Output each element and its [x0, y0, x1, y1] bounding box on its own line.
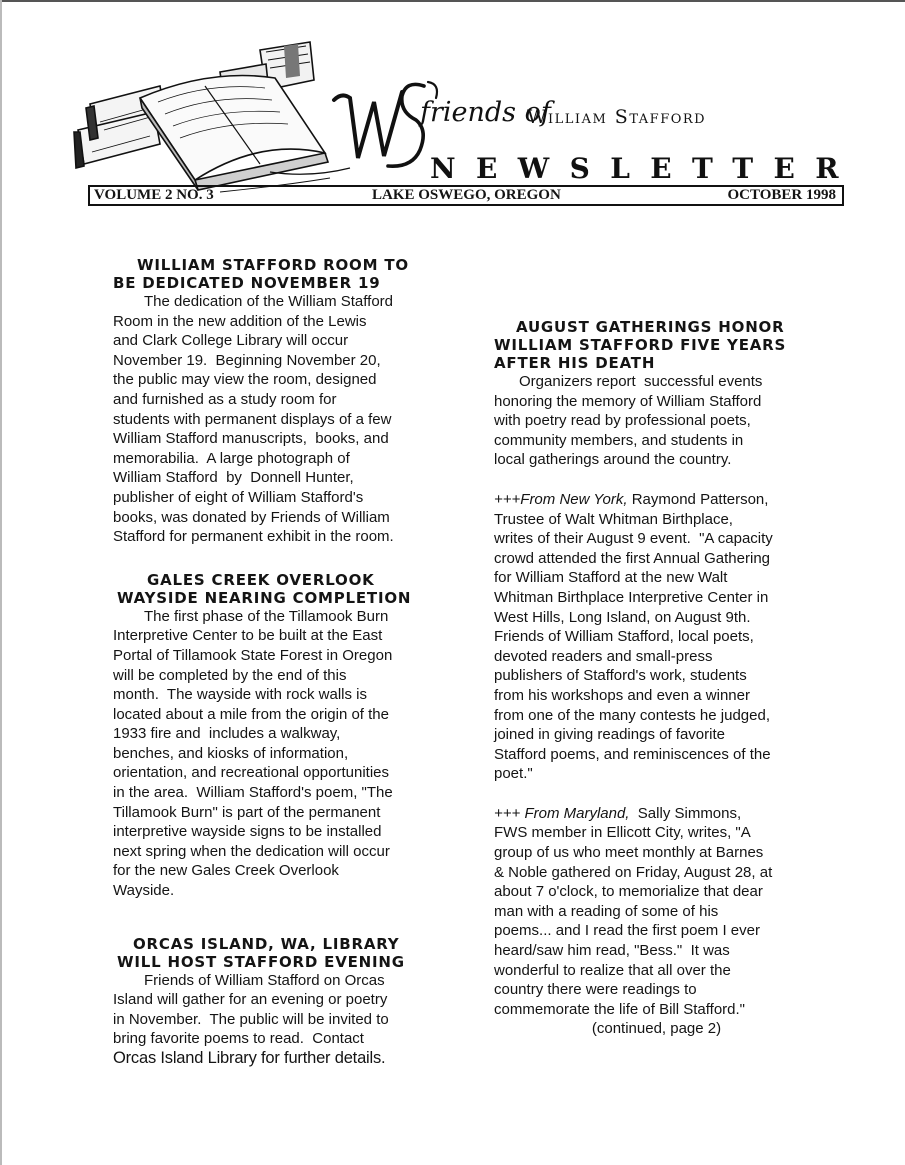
body-line: and Clark College Library will occur	[113, 332, 349, 350]
body-line: Friends of William Stafford, local poets,	[494, 628, 754, 646]
new-york-report	[494, 490, 839, 784]
continued-note: (continued, page 2)	[591, 1020, 722, 1038]
body-line: students with permanent displays of a few	[113, 410, 392, 428]
headline-line: WILLIAM STAFFORD FIVE YEARS	[494, 336, 787, 354]
top-border	[0, 0, 905, 2]
body-line: for the new Gales Creek Overlook	[113, 862, 339, 880]
body-line: The dedication of the William Stafford	[144, 293, 394, 310]
body-line: will be completed by the end of this	[113, 666, 347, 684]
body-line: heard/saw him read, "Bess." It was	[494, 942, 730, 960]
body-line: Portal of Tillamook State Forest in Oregon	[113, 646, 393, 664]
body-line: Trustee of Walt Whitman Birthplace,	[494, 510, 733, 528]
body-line: benches, and kiosks of information,	[113, 744, 349, 762]
body-line: crowd attended the first Annual Gathering	[494, 549, 771, 567]
body-line: books, was donated by Friends of William	[113, 508, 390, 526]
body-line: in the area. William Stafford's poem, "The	[113, 784, 393, 802]
masthead-friends-of: friends of	[420, 97, 551, 128]
body-line: for William Stafford at the new Walt	[494, 569, 728, 587]
article-august-gatherings	[494, 318, 839, 1039]
article-body	[113, 607, 465, 901]
body-line: Wayside.	[113, 882, 175, 900]
article-headline	[113, 935, 465, 971]
body-line: from one of the many contests he judged,	[494, 706, 770, 724]
body-line: Organizers report successful events	[519, 373, 763, 390]
body-line: Room in the new addition of the Lewis	[113, 312, 367, 330]
masthead-newsletter: NEWSLETTER	[430, 152, 859, 185]
article-gales-creek	[113, 571, 465, 901]
body-line: in November. The public will be invited to	[113, 1010, 389, 1028]
body-line: Orcas Island Library for further details.	[113, 1049, 386, 1067]
issue-location: LAKE OSWEGO, OREGON	[372, 187, 561, 203]
masthead-title: William Stafford	[527, 106, 707, 128]
body-line	[494, 804, 839, 824]
body-line: publishers of Stafford's work, students	[494, 667, 747, 685]
body-line: devoted readers and small-press	[494, 647, 713, 665]
body-line: poet."	[494, 765, 533, 783]
article-headline	[494, 318, 839, 372]
body-line: and furnished as a study room for	[113, 390, 337, 408]
body-line: The first phase of the Tillamook Burn	[144, 607, 389, 625]
right-column	[494, 318, 839, 1039]
body-line: poems... and I read the first poem I ever	[494, 922, 760, 940]
body-line	[494, 490, 839, 510]
left-border	[0, 0, 2, 1165]
article-body	[113, 292, 465, 547]
body-line: bring favorite poems to read. Contact	[113, 1030, 364, 1048]
body-line: next spring when the dedication will occur	[113, 842, 390, 860]
report-lead: +++ From Maryland,	[494, 804, 630, 822]
body-line: 1933 fire and includes a walkway,	[113, 725, 341, 743]
left-column	[113, 256, 465, 1069]
body-line: about 7 o'clock, to memorialize that dear	[494, 883, 763, 901]
headline-line: AUGUST GATHERINGS HONOR	[516, 318, 785, 336]
headline-line: AFTER HIS DEATH	[494, 354, 656, 372]
body-line: publisher of eight of William Stafford's	[113, 488, 364, 506]
body-line: West Hills, Long Island, on August 9th.	[494, 608, 751, 626]
body-line: man with a reading of some of his	[494, 902, 719, 920]
body-line: group of us who meet monthly at Barnes	[494, 844, 764, 862]
body-line: orientation, and recreational opportunities	[113, 764, 390, 782]
headline-line: WILLIAM STAFFORD ROOM TO	[137, 256, 409, 274]
body-line: November 19. Beginning November 20,	[113, 351, 381, 369]
body-line: William Stafford manuscripts, books, and	[113, 430, 389, 448]
maryland-report	[494, 804, 839, 1020]
headline-line: ORCAS ISLAND, WA, LIBRARY	[133, 934, 400, 953]
article-body	[113, 971, 465, 1069]
headline-line: GALES CREEK OVERLOOK	[147, 570, 375, 589]
body-line: FWS member in Ellicott City, writes, "A	[494, 824, 751, 842]
body-line: & Noble gathered on Friday, August 28, at	[494, 863, 773, 881]
body-line: from his workshops and even a winner	[494, 686, 750, 704]
body-line: memorabilia. A large photograph of	[113, 449, 350, 467]
body-line: interpretive wayside signs to be installed	[113, 823, 382, 841]
body-line: joined in giving readings of favorite	[494, 726, 725, 744]
headline-line: WILL HOST STAFFORD EVENING	[117, 952, 405, 971]
body-line: Friends of William Stafford on Orcas	[144, 971, 385, 989]
body-line: wonderful to realize that all over the	[494, 961, 731, 979]
body-line: located about a mile from the origin of the	[113, 705, 389, 723]
body-line: Whitman Birthplace Interpretive Center in	[494, 588, 769, 606]
body-line: Stafford poems, and reminiscences of the	[494, 745, 771, 763]
article-stafford-room	[113, 256, 465, 547]
books-illustration	[70, 28, 360, 198]
issue-date: OCTOBER 1998	[727, 187, 836, 203]
body-line: commemorate the life of Bill Stafford."	[494, 1000, 745, 1018]
body-line: country there were readings to	[494, 981, 697, 999]
issue-info-bar	[88, 185, 844, 206]
headline-line: WAYSIDE NEARING COMPLETION	[117, 588, 412, 607]
report-lead: +++From New York,	[494, 490, 628, 508]
body-line: writes of their August 9 event. "A capacity	[494, 530, 773, 548]
body-line: Island will gather for an evening or poetry	[113, 991, 388, 1009]
body-line: the public may view the room, designed	[113, 371, 377, 389]
headline-line: BE DEDICATED NOVEMBER 19	[113, 274, 381, 292]
body-line: Stafford for permanent exhibit in the room.	[113, 528, 394, 546]
body-line: William Stafford by Donnell Hunter,	[113, 469, 354, 487]
issue-volume: VOLUME 2 NO. 3	[94, 187, 214, 203]
body-line: honoring the memory of William Stafford	[494, 392, 762, 410]
body-line: community members, and students in	[494, 431, 744, 449]
body-line: local gatherings around the country.	[494, 451, 732, 469]
report-first-line: Raymond Patterson,	[627, 490, 769, 508]
article-headline	[113, 571, 465, 607]
body-line: Interpretive Center to be built at the East	[113, 627, 383, 645]
article-headline	[113, 256, 465, 292]
body-line: Tillamook Burn" is part of the permanent	[113, 803, 381, 821]
article-body	[494, 372, 839, 470]
body-line: with poetry read by professional poets,	[494, 412, 751, 430]
article-orcas-island	[113, 935, 465, 1069]
body-line: month. The wayside with rock walls is	[113, 686, 367, 704]
report-first-line: Sally Simmons,	[629, 804, 742, 822]
